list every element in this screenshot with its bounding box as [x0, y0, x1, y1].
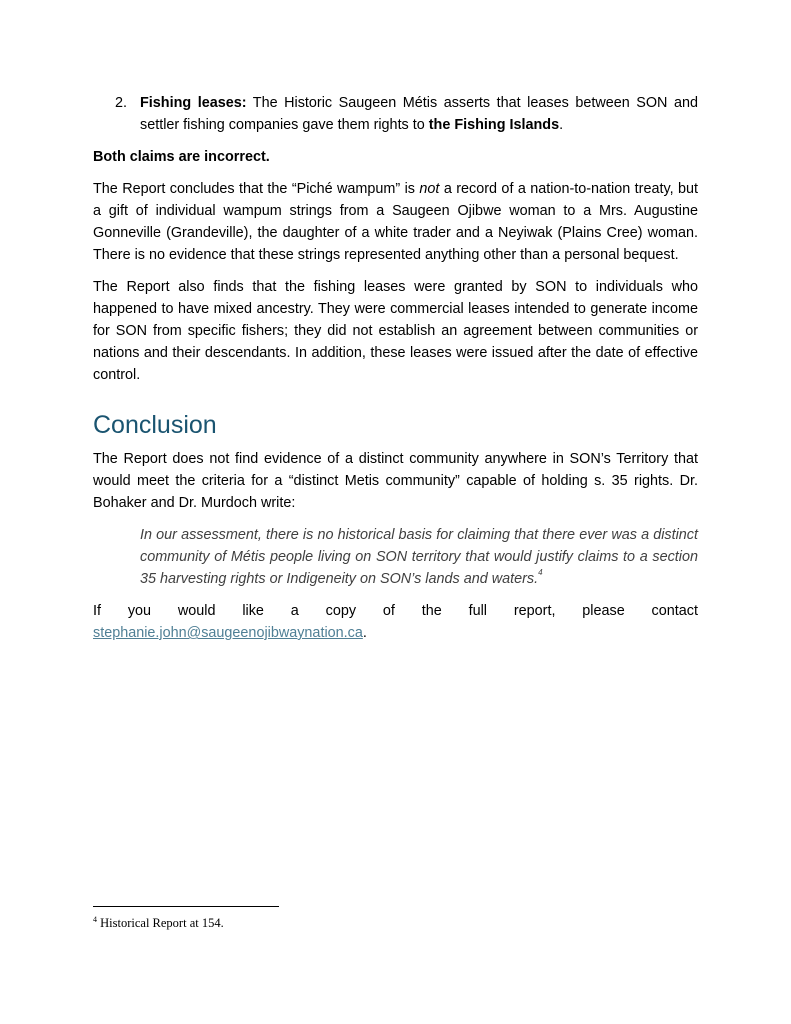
list-item-number: 2.	[115, 95, 128, 111]
paragraph-fishing-leases: The Report also finds that the fishing leases were granted by SON to individuals who happened to have mixed ancestry. They were commercial leases intended to generate income for SON from specific fishers; they did not establish an agreement between communities or nations and their descendants. In addition, these leases were issued after the date of effective control.	[93, 279, 698, 383]
contact-word: of	[382, 603, 395, 619]
conclusion-paragraph: The Report does not find evidence of a distinct community anywhere in SON’s Territory that would meet the criteria for a “distinct Metis community” capable of holding s. 35 rights. Dr. Bohaker and Dr. Murdoch write:	[93, 451, 698, 511]
list-item-end: .	[559, 117, 564, 133]
paragraph-1-part2: a record of a nation-to-nation treaty, but a gift of individual wampum strings from a Saugeen Ojibwe woman to a Mrs. Augustine Gonneville (Grandeville), the daughter of a white trader and a Neyiwak (Plains Cree) woman. There is no evidence that these strings represented anything other than a personal bequest.	[93, 181, 698, 263]
contact-word: If	[93, 603, 101, 619]
list-item-fishing-leases	[93, 92, 698, 136]
contact-email-link[interactable]: stephanie.john@saugeenojibwaynation.ca	[93, 625, 363, 641]
paragraph-1-italic: not	[419, 181, 440, 197]
footnote-text: Historical Report at 154.	[97, 916, 224, 930]
paragraph-1-part1: The Report concludes that the “Piché wampum” is	[93, 181, 420, 197]
contact-word: full	[468, 603, 488, 619]
list-item-text: The Historic Saugeen Métis asserts that leases between SON and settler fishing companies gave them rights to	[140, 95, 698, 133]
list-item-bold-tail: the Fishing Islands	[428, 117, 560, 133]
contact-word: copy	[325, 603, 357, 619]
contact-paragraph	[93, 600, 698, 644]
contact-word: report,	[513, 603, 556, 619]
quote-footnote-ref: 4	[538, 568, 543, 577]
contact-word: a	[290, 603, 299, 619]
contact-word: contact	[651, 603, 698, 619]
list-item-label: Fishing leases:	[140, 95, 247, 111]
footnote-separator	[93, 906, 279, 907]
paragraph-piche-wampum	[93, 178, 698, 266]
footnote	[93, 915, 224, 931]
contact-word: like	[242, 603, 264, 619]
claims-statement: Both claims are incorrect.	[93, 149, 270, 165]
footnote-number: 4	[93, 915, 97, 924]
contact-word: the	[421, 603, 442, 619]
block-quote	[93, 524, 698, 590]
quote-text: In our assessment, there is no historical basis for claiming that there ever was a distinct community of Métis people living on SON territory that would justify claims to a section 35 harvesting rights or Indigeneity on SON’s lands and waters.	[140, 527, 698, 587]
conclusion-heading: Conclusion	[93, 411, 217, 439]
contact-email-line	[93, 622, 698, 644]
contact-line	[93, 600, 698, 622]
contact-word: would	[177, 603, 216, 619]
contact-word: please	[582, 603, 625, 619]
contact-end: .	[362, 625, 367, 641]
contact-word: you	[127, 603, 152, 619]
document-body	[93, 92, 698, 644]
